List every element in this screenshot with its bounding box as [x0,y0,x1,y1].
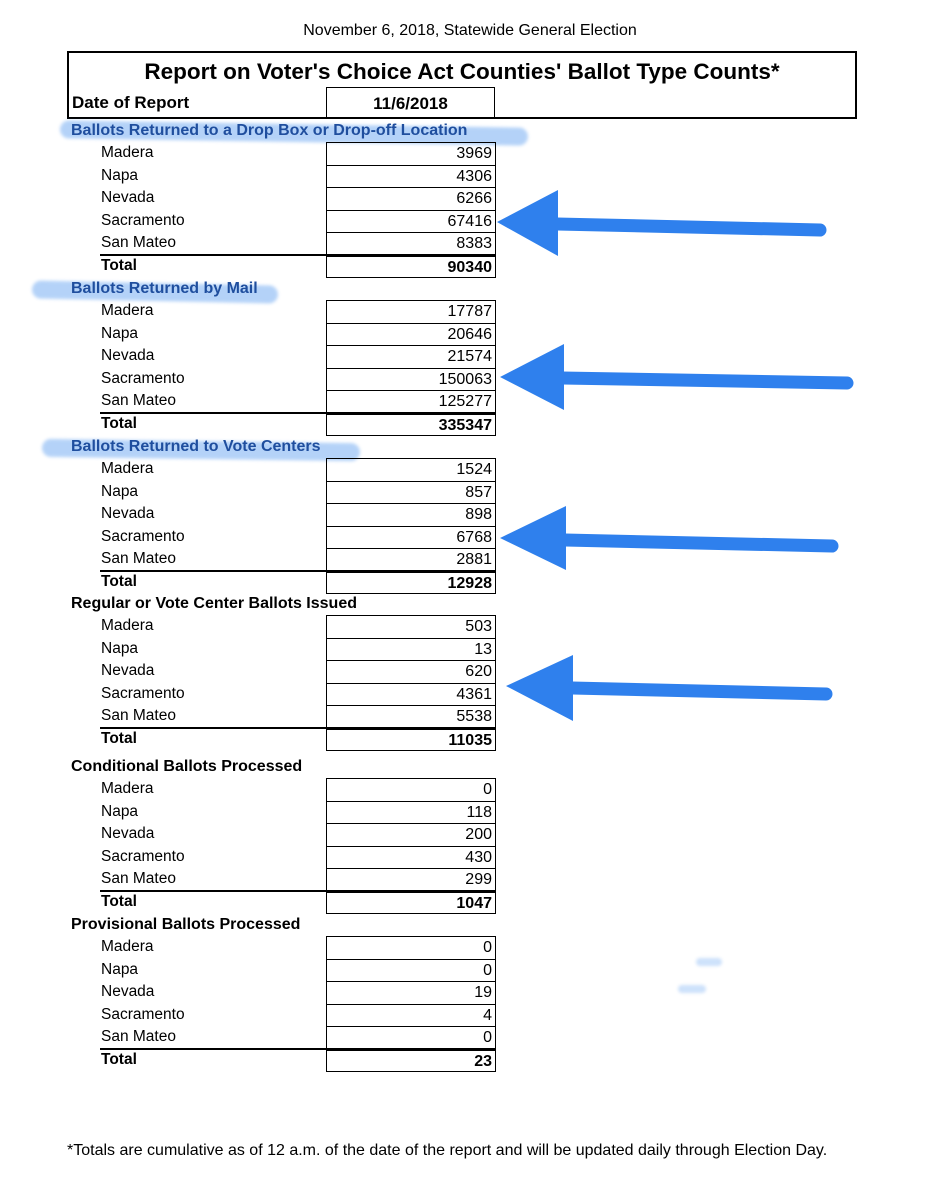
date-of-report-label: Date of Report [72,93,190,112]
count-cell: 0 [326,959,496,982]
county-label: Madera [101,302,154,319]
total-cell: 11035 [326,728,496,751]
arrow-shaft [565,540,832,546]
count-cell: 0 [326,778,496,801]
total-cell: 90340 [326,255,496,278]
section-title: Ballots Returned by Mail [71,280,258,297]
section-title: Ballots Returned to a Drop Box or Drop-off Location [71,122,468,139]
count-cell: 8383 [326,232,496,255]
count-cell: 67416 [326,210,496,233]
county-label: Napa [101,166,139,184]
count-cell: 17787 [326,300,496,323]
arrow-head [497,190,558,256]
county-label: Madera [101,617,154,634]
count-cell: 5538 [326,705,496,728]
county-label: Nevada [101,662,155,680]
county-label: Nevada [101,825,155,843]
arrow-icon [497,190,820,256]
total-label: Total [101,730,137,747]
county-label: Madera [101,144,154,161]
arrow-head [500,344,564,410]
count-cell: 20646 [326,323,496,346]
section-title: Ballots Returned to Vote Centers [71,438,321,455]
county-label: Nevada [101,983,155,1001]
count-cell: 2881 [326,548,496,571]
count-cell: 299 [326,868,496,891]
count-cell: 857 [326,481,496,504]
arrow-shaft [572,688,826,694]
arrow-icon [506,655,826,721]
total-cell: 1047 [326,891,496,914]
county-label: Nevada [101,347,155,365]
count-cell: 1524 [326,458,496,481]
count-cell: 430 [326,846,496,869]
county-label: Napa [101,802,139,820]
count-cell: 620 [326,660,496,683]
total-label: Total [101,257,137,274]
total-label: Total [101,893,137,910]
total-cell: 23 [326,1049,496,1072]
count-cell: 4361 [326,683,496,706]
county-label: Madera [101,780,154,797]
count-cell: 0 [326,1026,496,1049]
count-cell: 200 [326,823,496,846]
county-label: Sacramento [101,211,185,229]
county-label: San Mateo [101,870,176,888]
total-label: Total [101,573,137,590]
county-label: San Mateo [101,1028,176,1046]
arrow-shaft [557,224,820,230]
total-cell: 335347 [326,413,496,436]
count-cell: 0 [326,936,496,959]
count-cell: 3969 [326,142,496,165]
arrow-shaft [562,378,847,383]
county-label: Sacramento [101,847,185,865]
total-label: Total [101,415,137,432]
count-cell: 503 [326,615,496,638]
county-label: San Mateo [101,550,176,568]
county-label: Sacramento [101,527,185,545]
count-cell: 118 [326,801,496,824]
section-title: Provisional Ballots Processed [71,916,301,933]
section-title: Conditional Ballots Processed [71,758,303,775]
county-label: San Mateo [101,234,176,252]
county-label: Sacramento [101,369,185,387]
county-label: Sacramento [101,1005,185,1023]
county-label: Nevada [101,189,155,207]
count-cell: 6266 [326,187,496,210]
county-label: San Mateo [101,392,176,410]
county-label: Napa [101,324,139,342]
count-cell: 19 [326,981,496,1004]
arrow-head [506,655,573,721]
date-of-report-value: 11/6/2018 [326,87,495,119]
count-cell: 4 [326,1004,496,1027]
county-label: Napa [101,960,139,978]
section-title: Regular or Vote Center Ballots Issued [71,595,357,612]
arrow-icon [500,506,832,570]
count-cell: 150063 [326,368,496,391]
count-cell: 13 [326,638,496,661]
count-cell: 6768 [326,526,496,549]
arrow-head [500,506,566,570]
total-label: Total [101,1051,137,1068]
count-cell: 4306 [326,165,496,188]
county-label: Sacramento [101,684,185,702]
arrow-icon [500,344,847,410]
county-label: Napa [101,639,139,657]
count-cell: 21574 [326,345,496,368]
county-label: Madera [101,938,154,955]
election-title: November 6, 2018, Statewide General Election [303,22,637,39]
count-cell: 898 [326,503,496,526]
county-label: Madera [101,460,154,477]
county-label: Nevada [101,505,155,523]
count-cell: 125277 [326,390,496,413]
county-label: San Mateo [101,707,176,725]
total-cell: 12928 [326,571,496,594]
report-title: Report on Voter's Choice Act Counties' Ballot Type Counts* [144,59,780,84]
county-label: Napa [101,482,139,500]
footnote: *Totals are cumulative as of 12 a.m. of the date of the report and will be updated daily through Election Day. [67,1142,828,1159]
